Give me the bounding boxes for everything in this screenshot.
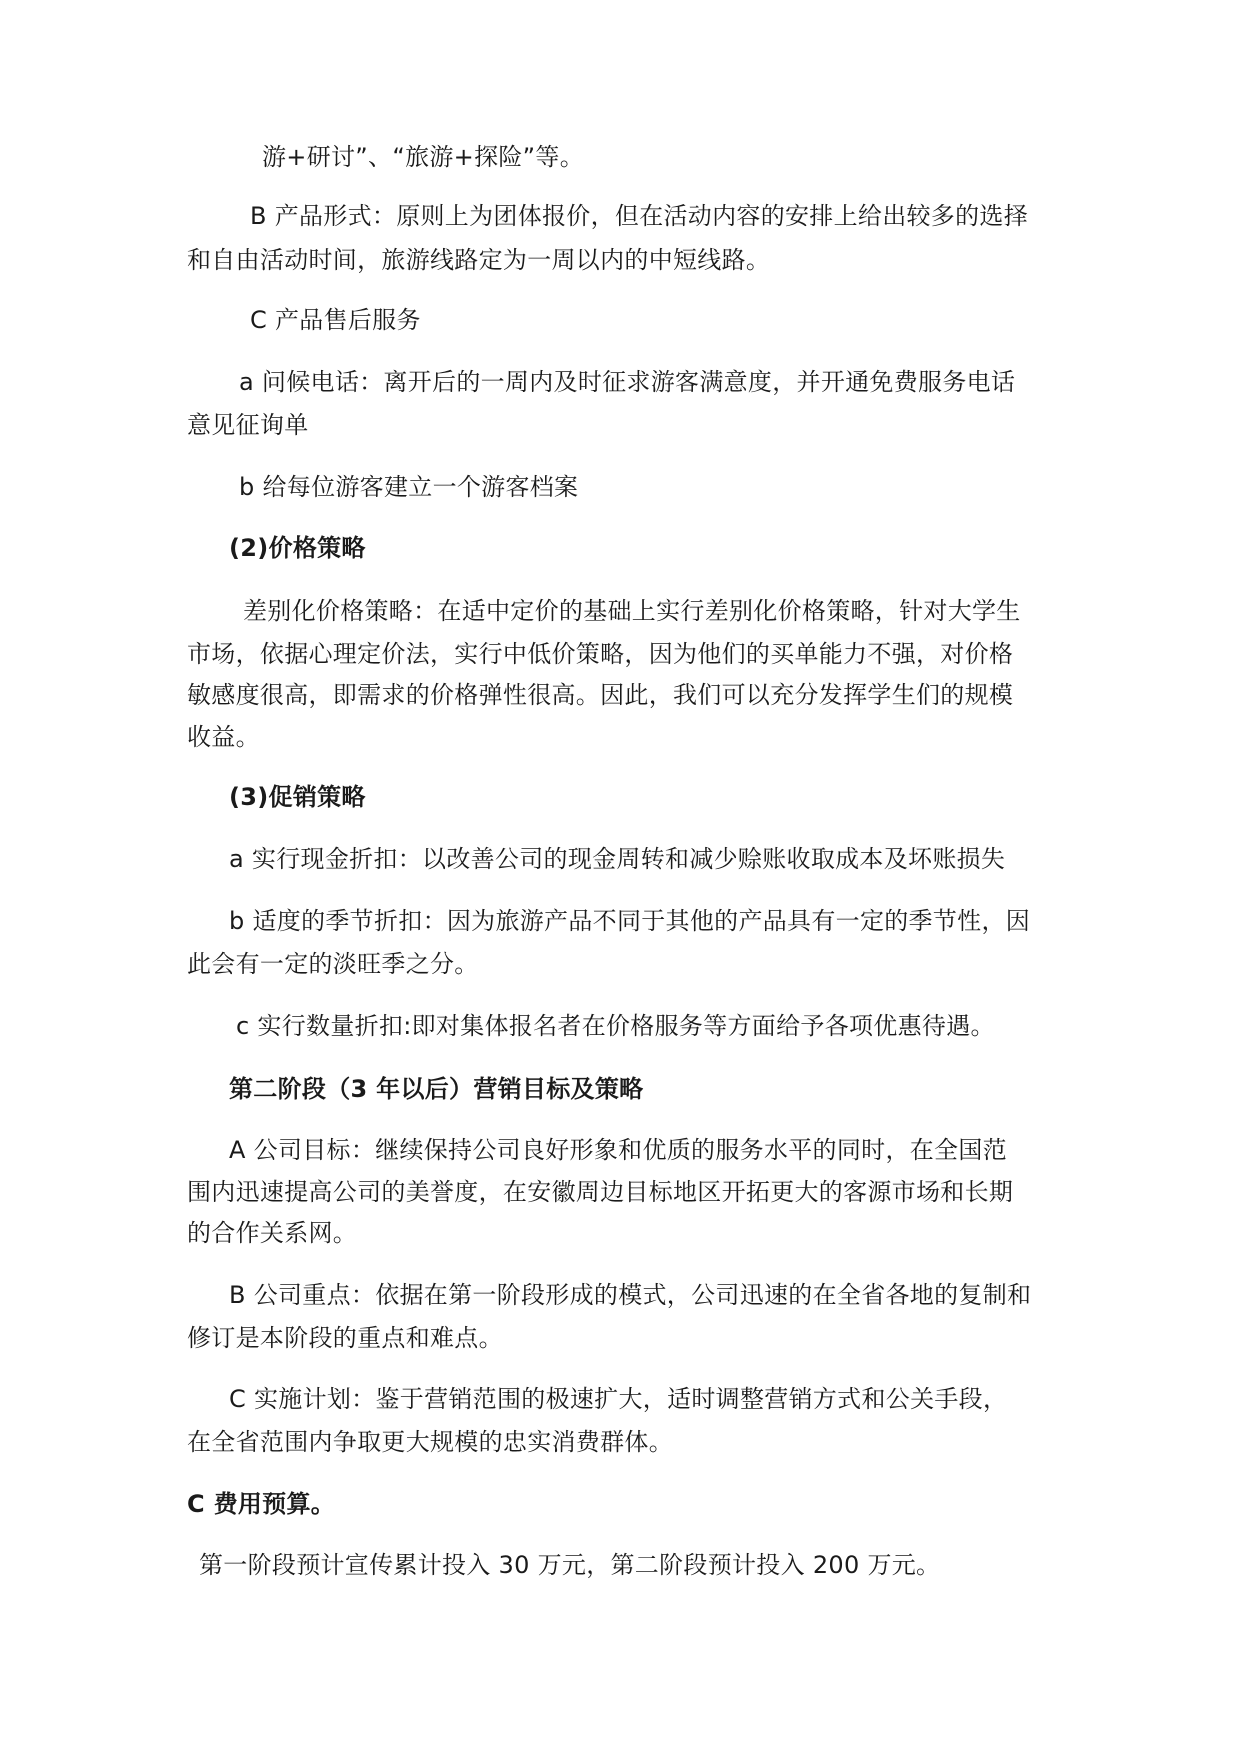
text-line: 在全省范围内争取更大规模的忠实消费群体。 <box>187 1428 673 1456</box>
text-line: 收益。 <box>187 723 260 751</box>
text-line: a 问候电话：离开后的一周内及时征求游客满意度，并开通免费服务电话 <box>239 368 1016 396</box>
text-line: b 适度的季节折扣：因为旅游产品不同于其他的产品具有一定的季节性，因 <box>229 907 1031 935</box>
text-line: 差别化价格策略：在适中定价的基础上实行差别化价格策略，针对大学生 <box>243 597 1021 625</box>
text-line: B 公司重点：依据在第一阶段形成的模式，公司迅速的在全省各地的复制和 <box>229 1281 1032 1309</box>
text-line: A 公司目标：继续保持公司良好形象和优质的服务水平的同时，在全国范 <box>229 1136 1007 1164</box>
text-line: C 实施计划：鉴于营销范围的极速扩大，适时调整营销方式和公关手段， <box>229 1385 1008 1413</box>
text-line: b 给每位游客建立一个游客档案 <box>239 473 579 501</box>
text-line: 此会有一定的淡旺季之分。 <box>187 950 479 978</box>
text-line: 和自由活动时间，旅游线路定为一周以内的中短线路。 <box>187 246 771 274</box>
text-line: 的合作关系网。 <box>187 1219 358 1247</box>
section-heading: (3)促销策略 <box>229 783 366 811</box>
text-line: 第一阶段预计宣传累计投入 30 万元，第二阶段预计投入 200 万元。 <box>199 1551 941 1579</box>
section-heading: 第二阶段（3 年以后）营销目标及策略 <box>229 1075 644 1103</box>
text-line: B 产品形式：原则上为团体报价，但在活动内容的安排上给出较多的选择 <box>250 202 1028 230</box>
text-line: 意见征询单 <box>187 411 309 439</box>
text-line: 敏感度很高，即需求的价格弹性很高。因此，我们可以充分发挥学生们的规模 <box>187 681 1014 709</box>
text-line: C 产品售后服务 <box>250 306 421 334</box>
section-heading: C 费用预算。 <box>187 1490 336 1518</box>
text-line: c 实行数量折扣:即对集体报名者在价格服务等方面给予各项优惠待遇。 <box>236 1012 995 1040</box>
text-line: 市场，依据心理定价法，实行中低价策略，因为他们的买单能力不强，对价格 <box>187 640 1014 668</box>
text-line: a 实行现金折扣：以改善公司的现金周转和减少赊账收取成本及坏账损失 <box>229 845 1006 873</box>
section-heading: (2)价格策略 <box>229 534 366 562</box>
text-line: 围内迅速提高公司的美誉度，在安徽周边目标地区开拓更大的客源市场和长期 <box>187 1178 1014 1206</box>
text-line: 游+研讨”、“旅游+探险”等。 <box>262 143 585 171</box>
text-line: 修订是本阶段的重点和难点。 <box>187 1324 503 1352</box>
